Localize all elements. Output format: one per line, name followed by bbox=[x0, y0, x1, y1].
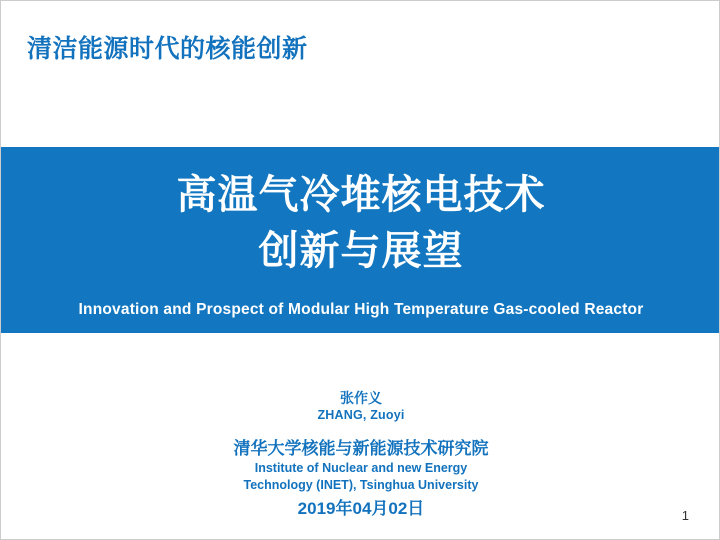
page-number: 1 bbox=[681, 508, 689, 523]
author-name-english: ZHANG, Zuoyi bbox=[317, 408, 405, 422]
affiliation-english-line-1: Institute of Nuclear and new Energy bbox=[254, 461, 468, 475]
banner-title-line-1: 高温气冷堆核电技术 bbox=[176, 173, 546, 217]
banner-title-line-2: 创新与展望 bbox=[258, 229, 464, 273]
title-banner bbox=[1, 147, 720, 333]
banner-title-chinese bbox=[1, 167, 720, 279]
byline-block bbox=[1, 389, 720, 520]
presentation-date: 2019年04月02日 bbox=[297, 499, 425, 518]
author-name-chinese: 张作义 bbox=[340, 390, 382, 406]
affiliation-chinese: 清华大学核能与新能源技术研究院 bbox=[233, 439, 489, 458]
slide-header-title: 清洁能源时代的核能创新 bbox=[27, 35, 308, 63]
banner-subtitle-english: Innovation and Prospect of Modular High Temperature Gas-cooled Reactor bbox=[78, 301, 644, 318]
affiliation-english-line-2: Technology (INET), Tsinghua University bbox=[243, 478, 479, 492]
